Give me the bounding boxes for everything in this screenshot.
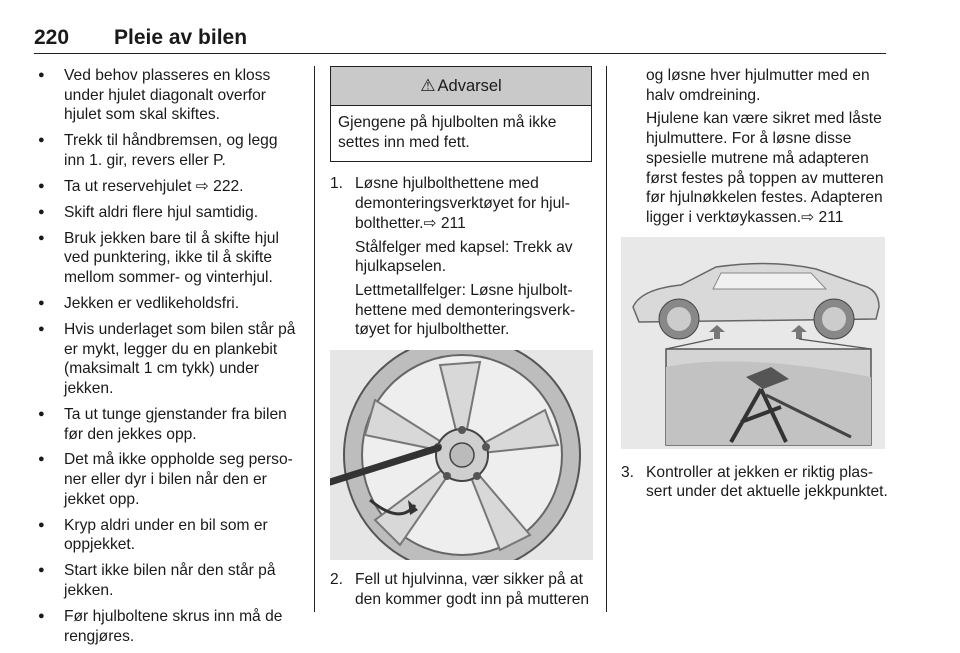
step-text: Fell ut hjulvinna, vær sikker på at den kommer godt inn på mutteren bbox=[355, 571, 590, 608]
step-3 bbox=[621, 463, 889, 502]
column-3 bbox=[621, 66, 889, 502]
list-item: ● Ved behov plasseres en kloss under hjulet diagonalt overfor hjulet som skal skiftes. bbox=[34, 66, 302, 125]
steps-list bbox=[330, 570, 595, 609]
list-item: ● Hvis underlaget som bilen står på er mykt, legger du en plankebit (maksimalt 1 cm tykk) under jekken. bbox=[34, 320, 302, 399]
wheel-wrench-illustration bbox=[330, 350, 593, 560]
column-divider-2 bbox=[606, 66, 607, 612]
list-item: ● Bruk jekken bare til å skifte hjul ved punktering, ikke til å skifte mellom sommer- og vinterhjul. bbox=[34, 229, 302, 288]
bullet-list bbox=[34, 66, 302, 646]
paragraph: Stålfelger med kapsel: Trekk av hjulkapselen. bbox=[355, 238, 573, 276]
list-item: ● Skift aldri flere hjul samtidig. bbox=[34, 203, 302, 223]
column-1 bbox=[34, 66, 302, 653]
step-text: Kontroller at jekken er riktig plassert under det aktuelle jekkpunktet. bbox=[646, 463, 888, 501]
warning-box bbox=[330, 66, 592, 162]
warning-triangle-icon: ⚠ bbox=[420, 76, 436, 95]
step-number: 1. bbox=[330, 175, 344, 193]
warning-text: Gjengene på hjulbolten må ikke settes inn med fett. bbox=[338, 114, 557, 151]
warning-title: Advarsel bbox=[437, 77, 502, 95]
list-item: ● Trekk til håndbremsen, og legg inn 1. gir, revers eller P. bbox=[34, 131, 302, 170]
column-divider-1 bbox=[314, 66, 315, 612]
car-jack-svg bbox=[621, 237, 885, 449]
list-item: ● Ta ut tunge gjenstander fra bilen før den jekkes opp. bbox=[34, 405, 302, 444]
step-1 bbox=[330, 174, 595, 233]
list-item: ● Ta ut reservehjulet ⇨ 222. bbox=[34, 177, 302, 197]
wheel-illustration-svg bbox=[330, 350, 593, 560]
warning-header bbox=[331, 67, 591, 106]
step-2 bbox=[330, 570, 595, 609]
header-rule bbox=[34, 53, 886, 54]
jacking-point-illustration bbox=[621, 237, 885, 449]
step-text: Løsne hjulbolthettene med demonteringsverktøyet for hjulbolthetter.⇨ 211 bbox=[355, 175, 570, 232]
list-item: ● Før hjulboltene skrus inn må de rengjøres. bbox=[34, 607, 302, 646]
column-2 bbox=[330, 66, 595, 609]
list-item: ● Kryp aldri under en bil som er oppjekket. bbox=[34, 516, 302, 555]
list-item: ● Det må ikke oppholde seg personer eller dyr i bilen når den er jekket opp. bbox=[34, 450, 302, 509]
steps-list bbox=[330, 174, 595, 233]
list-item: ● Start ikke bilen når den står på jekken. bbox=[34, 561, 302, 600]
page-number: 220 bbox=[34, 26, 70, 49]
page-header bbox=[34, 26, 886, 54]
paragraph: Lettmetallfelger: Løsne hjulbolthettene med demonteringsverktøyet for hjulbolthetter. bbox=[355, 281, 576, 339]
steps-list bbox=[621, 463, 889, 502]
step-number: 2. bbox=[330, 571, 344, 589]
paragraph: Hjulene kan være sikret med låste hjulmuttere. For å løsne disse spesielle mutrene må adapteren først festes på toppen av mutteren før hjulnøkkelen festes. Adapteren ligger i verktøykassen.⇨ 211 bbox=[646, 110, 884, 226]
page-title: Pleie av bilen bbox=[114, 26, 248, 49]
step-number: 3. bbox=[621, 463, 635, 481]
paragraph: og løsne hver hjulmutter med en halv omdreining. bbox=[646, 67, 870, 104]
list-item: ● Jekken er vedlikeholdsfri. bbox=[34, 294, 302, 314]
